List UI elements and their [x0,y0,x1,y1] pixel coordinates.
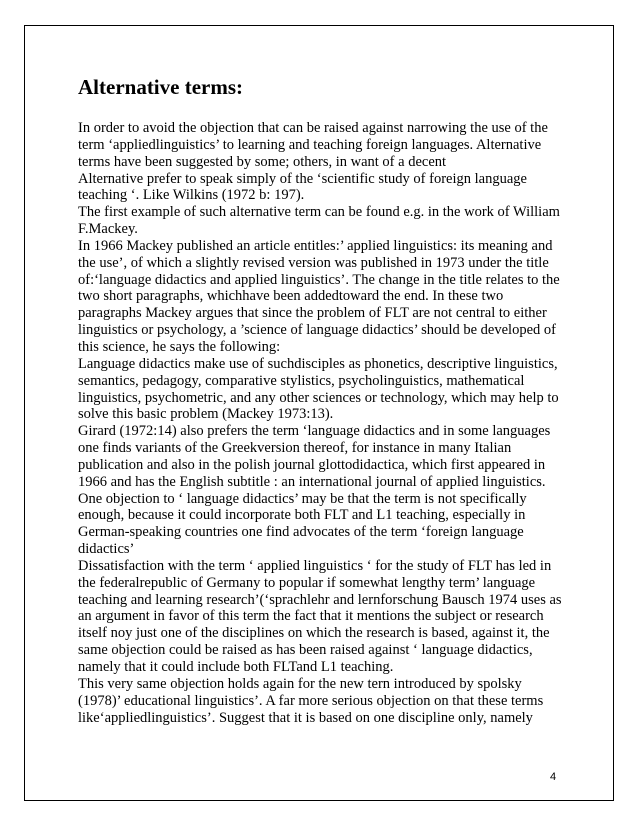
text-line: This very same objection holds again for the new tern introduced by spolsky [78,675,522,692]
text-line: In order to avoid the objection that can be raised against narrowing the use of the [78,120,548,136]
text-line: namely that it could include both FLTand L1 teaching. [78,659,394,675]
text-line: like‘appliedlinguistics’. Suggest that it is based on one discipline only, namely [78,709,533,726]
text-line: of:‘language didactics and applied linguistics’. The change in the title relates to the [78,271,560,288]
text-line: didactics’ [78,541,135,558]
text-line: linguistics, psychometric, and any other sciences or technology, which may help to [78,389,559,406]
text-line: F.Mackey. [78,221,138,238]
text-line: this science, he says the following: [78,338,281,355]
text-line: same objection could be raised as has been raised against ‘ language didactics, [78,642,533,659]
text-line: (1978)’ educational linguistics’. A far more serious objection on that these terms [78,692,544,709]
text-line: publication and also in the polish journal glottodidactica, which first appeared in [78,456,546,473]
text-line: Alternative prefer to speak simply of the ‘scientific study of foreign language [78,170,527,187]
body-paragraph [78,120,578,726]
text-line: In 1966 Mackey published an article entitles:’ applied linguistics: its meaning and [78,237,553,254]
text-line: itself noy just one of the disciplines on which the research is based, against it, the [78,625,550,642]
text-line: Girard (1972:14) also prefers the term ‘language didactics and in some languages [78,423,551,440]
text-line: term ‘appliedlinguistics’ to learning and teaching foreign languages. Alternative [78,136,542,153]
text-line: 1966 and has the English subtitle : an international journal of applied linguistics. [78,473,546,490]
text-line: German-speaking countries one find advocates of the term ‘foreign language [78,524,524,541]
text-line: one finds variants of the Greekversion thereof, for instance in many Italian [78,440,512,457]
text-line: paragraphs Mackey argues that since the problem of FLT are not central to either [78,305,547,322]
text-line: teaching ‘. Like Wilkins (1972 b: 197). [78,187,305,204]
text-line: two short paragraphs, whichhave been addedtoward the end. In these two [78,288,504,305]
text-line: Language didactics make use of suchdisciples as phonetics, descriptive linguistics, [78,355,558,372]
text-line: The first example of such alternative term can be found e.g. in the work of William [78,204,560,221]
text-line: the use’, of which a slightly revised version was published in 1973 under the title [78,254,549,271]
section-heading: Alternative terms: [78,75,244,99]
text-line: terms have been suggested by some; others, in want of a decent [78,153,447,170]
text-line: the federalrepublic of Germany to popular if somewhat lengthy term’ language [78,574,536,591]
text-line: enough, because it could incorporate both FLT and L1 teaching, especially in [78,507,526,524]
text-line: Dissatisfaction with the term ‘ applied linguistics ‘ for the study of FLT has led in [78,557,552,574]
text-line: One objection to ‘ language didactics’ may be that the term is not specifically [78,490,527,507]
text-line: semantics, pedagogy, comparative stylistics, psycholinguistics, mathematical [78,372,525,389]
text-line: teaching and learning research’(‘sprachlehr and lernforschung Bausch 1974 uses as [78,591,562,608]
text-line: an argument in favor of this term the fact that it mentions the subject or research [78,608,544,625]
page-number: 4 [550,771,557,783]
text-line: linguistics or psychology, a ’science of language didactics’ should be developed of [78,322,556,339]
text-line: solve this basic problem (Mackey 1973:13). [78,406,334,423]
